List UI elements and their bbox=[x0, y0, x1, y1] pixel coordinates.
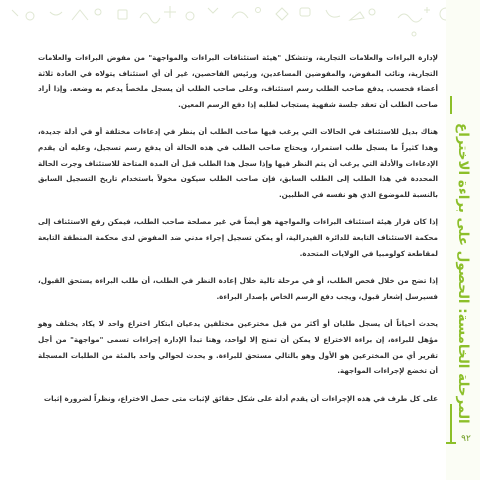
paragraph: إذا تضح من خلال فحص الطلب، أو في مرحلة تالية خلال إعادة النظر في الطلب، أن طلب البراءة يستحق القبول، فسيرسل إشعار قبول، ويجب دفع الرسم الخاص بإصدار البراءة. bbox=[38, 276, 438, 301]
page-number: ٩٢ bbox=[461, 434, 471, 444]
paragraph: إذا كان قرار هيئة استئناف البراءات والمواجهة هو أيضاً في غير مصلحة صاحب الطلب، فيمكن رفع الاستئناف إلى محكمة الاستئناف التابعة للدائرة الفيدرالية، أو يمكن تسجيل إجراء مدني ضد المفوض لدى محكمة المنطقة التابعة لمقاطعة كولومبيا في الولايات المتحدة. bbox=[38, 217, 438, 258]
side-rule-tick bbox=[446, 442, 456, 444]
chapter-side-title: المرحلة الخامسة: الحصول على براءة الاختراع bbox=[455, 122, 471, 424]
body-text bbox=[38, 50, 438, 418]
side-rule-bottom bbox=[450, 404, 452, 444]
paragraph: لإدارة البراءات والعلامات التجارية، وتتشكل "هيئة استئنافات البراءات والمواجهة" من مفوض البراءات والعلامات التجارية، ونائب المفوض، والمفوضين المساعدين، ورئيس الفاحصين، غير أن أي استئناف يتولاه في العادة ثلاثة أعضاء فحسب. يدفع صاحب الطلب رسم استئناف، وعلى صاحب الطلب أن يسجل ملخصاً يدعم به وضعه. وإذا أراد صاحب الطلب أن تعقد جلسة شفهية يستجاب لطلبه إذا دفع الرسم المعين. bbox=[38, 53, 438, 109]
paragraph: على كل طرف في هذه الإجراءات أن يقدم أدلة على شكل حقائق لإثبات متى حصل الاختراع، ونظراً لضرورة إثبات bbox=[43, 393, 438, 403]
paragraph: هناك بديل للاستئناف في الحالات التي يرغب فيها صاحب الطلب أن ينظر في إدعاءات مختلفة أو في أدلة جديدة، وهذا كثيراً ما يسجل طلب استمرار، ويحتاج صاحب الطلب في هذه الحالة أن يدفع رسم تسجيل، وعليه أن يقدم الإدعاءات والأدلة التي يرغب أن يتم النظر فيها وإذا سجل هذا الطلب قبل أن المدة المتاحة للاستئناف وجرت الحالة المحددة في هذا الطلب إلى الطلب السابق، فإن صاحب الطلب سيكون مخولاً باستخدام تاريخ التسجيل السابق بالنسبة للموضوع الذي هو نفسه في الطلبين. bbox=[38, 127, 438, 199]
paragraph: يحدث أحياناً أن يسجل طلبان أو أكثر من قبل مخترعين مختلفين يدعيان ابتكار اختراع واحد لا يكاد يختلف وهو مؤهل للبراءة، إن براءة الاختراع لا يمكن أن تمنح إلا لواحد، وهنا تبدأ الإدارة إجراءات تسمى "مواجهة" من أجل تقرير أي من المخترعين هو الأول وهو بالتالي مستحق للبراءة. و يحدث لحوالي واحد بالمئة من الطلبات المسجلة أن تخضع لإجراءات المواجهة. bbox=[38, 319, 438, 376]
